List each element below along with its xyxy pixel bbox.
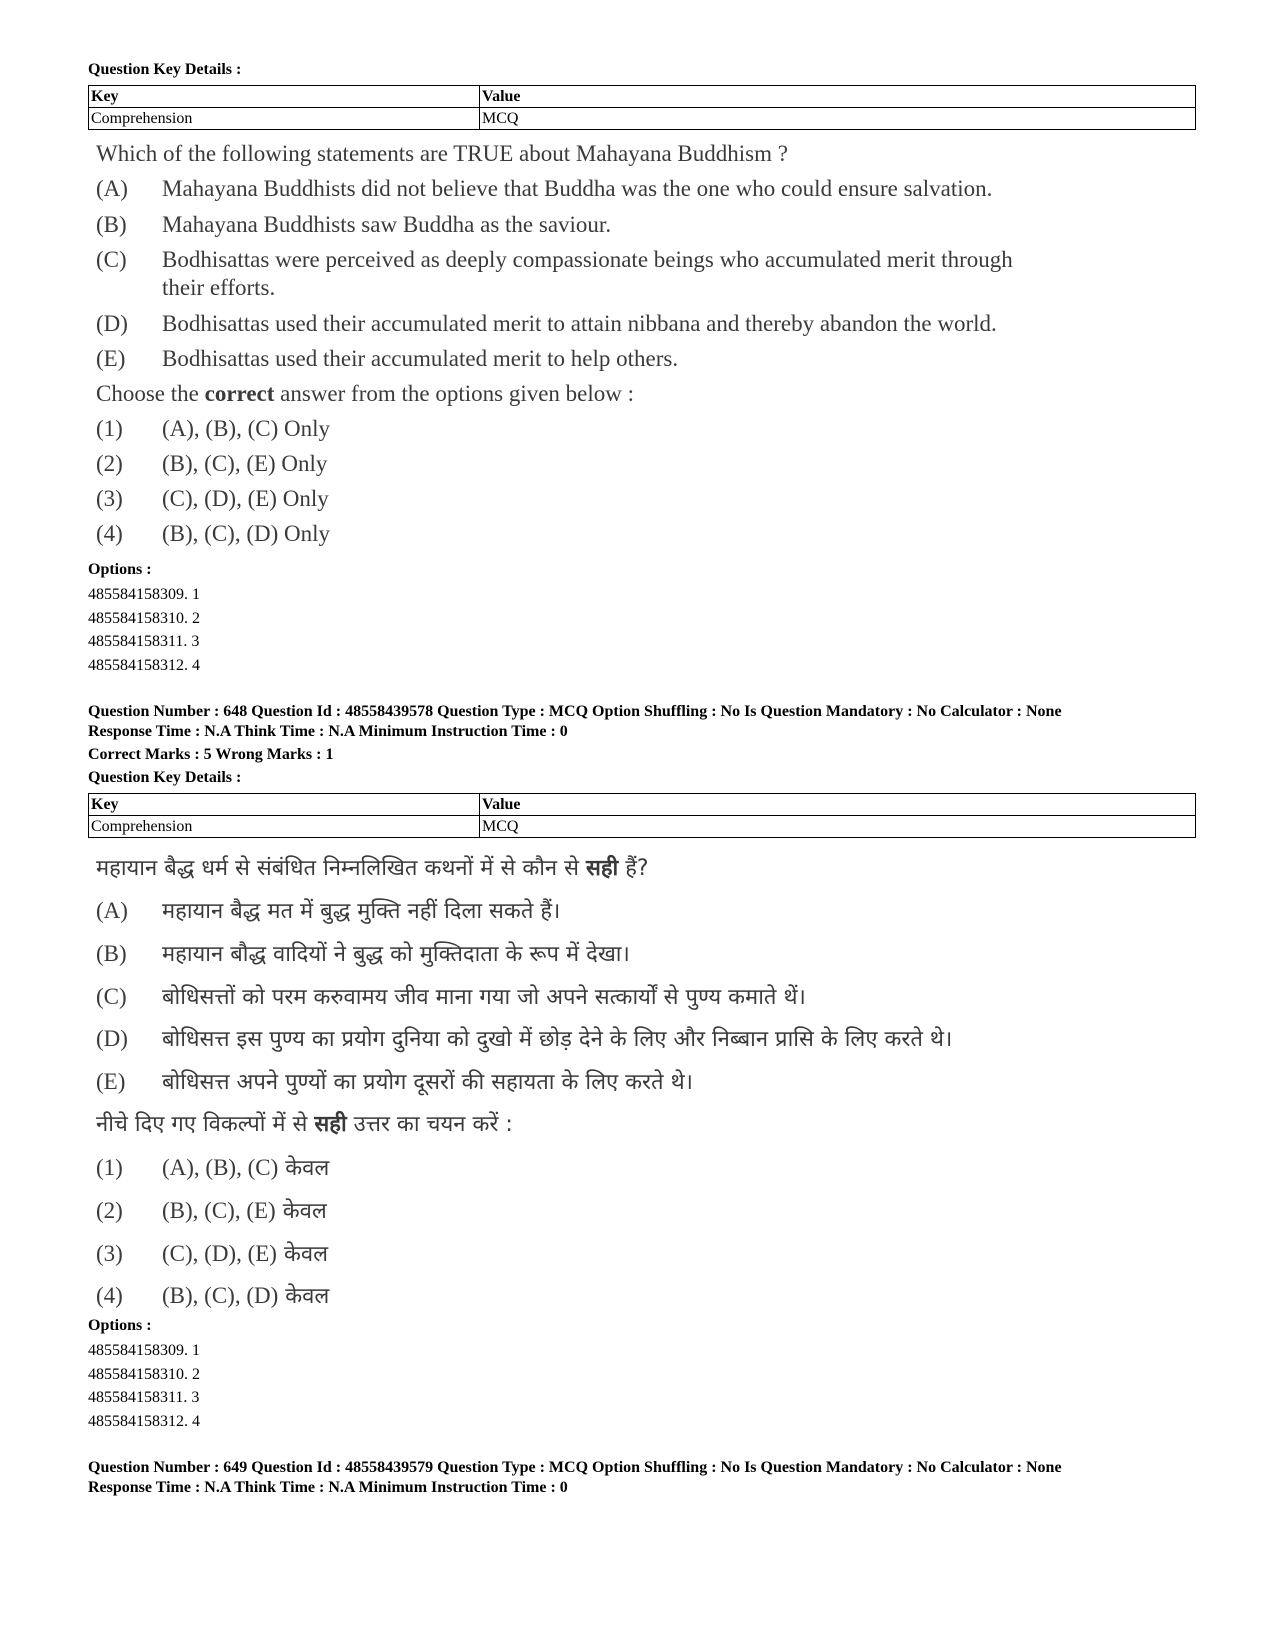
statement-c: (C) Bodhisattas were perceived as deeply compassionate beings who accumulated merit through bbox=[96, 247, 1013, 272]
statement-a-hindi: (A) महायान बैद्ध मत में बुद्ध मुक्ति नहीं दिला सकते हैं। bbox=[96, 898, 561, 924]
options-list bbox=[88, 583, 200, 677]
list-item: 485584158312. 4 bbox=[88, 656, 200, 674]
answer-choice-4: (4) (B), (C), (D) Only bbox=[96, 521, 330, 546]
answer-choice-4-hindi: (4) (B), (C), (D) केवल bbox=[96, 1283, 330, 1309]
list-item: 485584158310. 2 bbox=[88, 1365, 200, 1383]
statement-e-hindi: (E) बोधिसत्त अपने पुण्यों का प्रयोग दूसरों की सहायता के लिए करते थे। bbox=[96, 1069, 693, 1095]
list-item: 485584158309. 1 bbox=[88, 1342, 200, 1359]
table-header-value: Value bbox=[480, 86, 1196, 108]
answer-choice-3-hindi: (3) (C), (D), (E) केवल bbox=[96, 1241, 329, 1267]
list-item: 485584158311. 3 bbox=[88, 1389, 200, 1406]
options-label: Options : bbox=[88, 1317, 152, 1334]
table-cell-key: Comprehension bbox=[89, 108, 480, 130]
table-header-value: Value bbox=[480, 794, 1196, 816]
question-text-hindi: महायान बैद्ध धर्म से संबंधित निम्नलिखित कथनों में से कौन से सही हैं? bbox=[96, 856, 649, 881]
key-value-table bbox=[88, 85, 1196, 130]
list-item: 485584158311. 3 bbox=[88, 633, 200, 650]
answer-choice-3: (3) (C), (D), (E) Only bbox=[96, 486, 329, 511]
statement-e: (E) Bodhisattas used their accumulated merit to help others. bbox=[96, 346, 679, 371]
table-cell-value: MCQ bbox=[480, 816, 1196, 838]
list-item: 485584158310. 2 bbox=[88, 609, 200, 627]
table-header-key: Key bbox=[89, 86, 480, 108]
table-cell-value: MCQ bbox=[480, 108, 1196, 130]
statement-c-continuation: their efforts. bbox=[162, 275, 276, 300]
statement-b-hindi: (B) महायान बौद्ध वादियों ने बुद्ध को मुक्तिदाता के रूप में देखा। bbox=[96, 941, 630, 967]
table-row bbox=[89, 816, 1196, 838]
list-item: 485584158312. 4 bbox=[88, 1412, 200, 1430]
question-meta-line-2: Response Time : N.A Think Time : N.A Minimum Instruction Time : 0 bbox=[88, 1479, 568, 1496]
statement-c-hindi: (C) बोधिसत्तों को परम करुवामय जीव माना गया जो अपने सत्कार्यों से पुण्य कमाते थें। bbox=[96, 984, 806, 1010]
list-item: 485584158309. 1 bbox=[88, 586, 200, 603]
question-meta-line-1: Question Number : 648 Question Id : 48558439578 Question Type : MCQ Option Shuffling : No Is Question Mandatory : No Calculator : None bbox=[88, 703, 1062, 720]
choose-instruction-hindi: नीचे दिए गए विकल्पों में से सही उत्तर का चयन करें : bbox=[96, 1112, 513, 1137]
key-value-table bbox=[88, 793, 1196, 838]
statement-b: (B) Mahayana Buddhists saw Buddha as the saviour. bbox=[96, 212, 612, 237]
statement-d-hindi: (D) बोधिसत्त इस पुण्य का प्रयोग दुनिया को दुखो में छोड़ देने के लिए और निब्बान प्रासि के लिए करते थे। bbox=[96, 1026, 953, 1052]
answer-choice-2: (2) (B), (C), (E) Only bbox=[96, 451, 328, 476]
question-key-details-label: Question Key Details : bbox=[88, 769, 242, 786]
answer-choice-2-hindi: (2) (B), (C), (E) केवल bbox=[96, 1198, 327, 1224]
options-label: Options : bbox=[88, 561, 152, 578]
table-cell-key: Comprehension bbox=[89, 816, 480, 838]
marks-line: Correct Marks : 5 Wrong Marks : 1 bbox=[88, 746, 334, 763]
choose-instruction: Choose the correct answer from the options given below : bbox=[96, 381, 635, 406]
table-row bbox=[89, 108, 1196, 130]
table-header-row bbox=[89, 86, 1196, 108]
question-key-details-label: Question Key Details : bbox=[88, 61, 242, 78]
answer-choice-1: (1) (A), (B), (C) Only bbox=[96, 416, 330, 441]
statement-d: (D) Bodhisattas used their accumulated merit to attain nibbana and thereby abandon the world. bbox=[96, 311, 997, 336]
table-header-row bbox=[89, 794, 1196, 816]
answer-choice-1-hindi: (1) (A), (B), (C) केवल bbox=[96, 1155, 330, 1181]
question-meta-line-1: Question Number : 649 Question Id : 48558439579 Question Type : MCQ Option Shuffling : No Is Question Mandatory : No Calculator : None bbox=[88, 1459, 1062, 1476]
question-meta-line-2: Response Time : N.A Think Time : N.A Minimum Instruction Time : 0 bbox=[88, 723, 568, 740]
options-list bbox=[88, 1339, 200, 1433]
statement-a: (A) Mahayana Buddhists did not believe that Buddha was the one who could ensure salvation. bbox=[96, 176, 993, 201]
question-text: Which of the following statements are TRUE about Mahayana Buddhism ? bbox=[96, 141, 788, 166]
table-header-key: Key bbox=[89, 794, 480, 816]
